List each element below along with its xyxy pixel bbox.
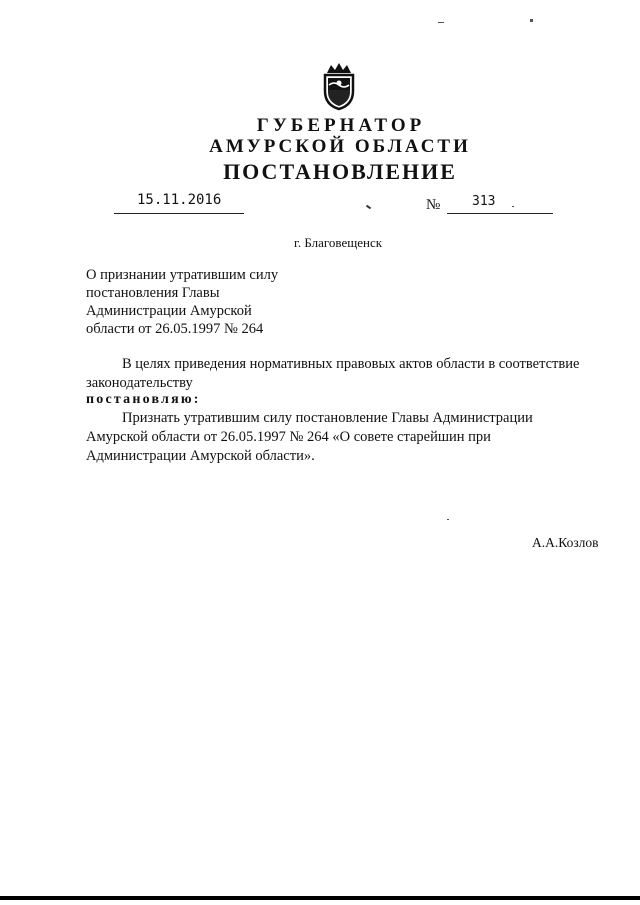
title-line: Администрации Амурской [86,303,252,319]
word: постановление [295,410,388,426]
title-line: области от 26.05.1997 № 264 [86,321,264,337]
title-line: постановления Главы [86,285,220,301]
scan-mark [366,205,371,210]
header-governor: ГУБЕРНАТОР [256,115,426,136]
scan-bottom-edge [0,896,640,900]
decree-word: постановляю: [86,392,201,407]
operative-line [86,428,600,447]
word: Признать [122,410,180,426]
coat-of-arms-icon [319,61,359,111]
word: «О [332,429,351,445]
word: от [203,429,218,445]
signature: А.А.Козлов [532,535,599,550]
word: совете [353,429,394,445]
operative-paragraph [86,409,600,466]
operative-line: Администрации Амурской области». [86,448,315,464]
document-title [86,266,346,338]
document-date: 15.11.2016 [137,192,222,208]
operative-line [86,409,600,428]
word: 264 [307,429,329,445]
document-place: г. Благовещенск [293,235,383,250]
word: Администрации [432,410,533,426]
word: области [151,429,201,445]
word: силу [263,410,293,426]
document-number: 313 [472,194,496,209]
date-underline [114,213,244,214]
word: при [468,429,491,445]
word: Главы [391,410,429,426]
number-sign: № [426,197,441,213]
preamble-line: законодательству [86,375,193,391]
header-doc-type: ПОСТАНОВЛЕНИЕ [223,159,457,184]
word: Амурской [86,429,148,445]
word: утратившим [183,410,260,426]
word: № [289,429,304,445]
scan-speck [447,519,449,520]
header-region: АМУРСКОЙ ОБЛАСТИ [209,136,471,157]
preamble [86,355,600,393]
scan-speck [512,206,514,207]
preamble-line: В целях приведения нормативных правовых актов области в соответствие [122,356,580,372]
number-underline [447,213,553,214]
scan-speck [438,22,444,23]
word: старейшин [397,429,465,445]
scan-speck [530,19,533,22]
word: 26.05.1997 [220,429,286,445]
title-line: О признании утратившим силу [86,267,279,283]
